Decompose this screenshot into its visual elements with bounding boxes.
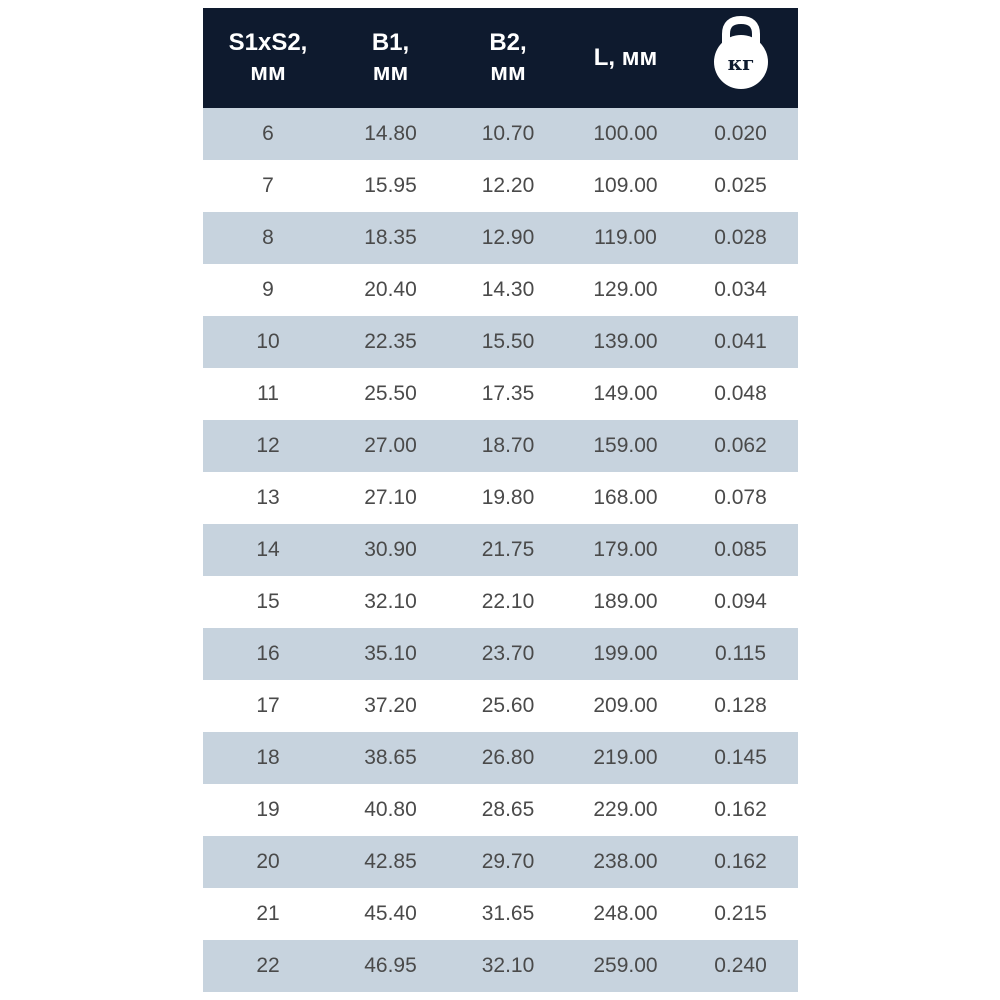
table-row [203,420,798,472]
table-row [203,680,798,732]
cell-b1: 15.95 [333,160,448,212]
cell-s1xs2: 8 [203,212,333,264]
cell-b1: 25.50 [333,368,448,420]
cell-l: 100.00 [568,108,683,160]
header-l-label: L, мм [593,44,658,71]
cell-b1: 20.40 [333,264,448,316]
cell-b2: 15.50 [448,316,568,368]
cell-l: 189.00 [568,576,683,628]
cell-l: 168.00 [568,472,683,524]
cell-weight: 0.145 [683,732,798,784]
table-row [203,836,798,888]
weight-unit-label: кг [727,51,754,75]
kettlebell-icon [710,16,772,92]
header-b1-unit: мм [372,59,409,86]
header-b2-unit: мм [490,59,526,86]
cell-b2: 18.70 [448,420,568,472]
cell-b2: 22.10 [448,576,568,628]
header-s1xs2-unit: мм [250,59,286,86]
cell-s1xs2: 15 [203,576,333,628]
cell-s1xs2: 13 [203,472,333,524]
cell-b2: 28.65 [448,784,568,836]
cell-weight: 0.115 [683,628,798,680]
cell-weight: 0.020 [683,108,798,160]
cell-b2: 17.35 [448,368,568,420]
cell-weight: 0.094 [683,576,798,628]
cell-l: 219.00 [568,732,683,784]
cell-b1: 45.40 [333,888,448,940]
cell-l: 149.00 [568,368,683,420]
cell-s1xs2: 6 [203,108,333,160]
table-row [203,160,798,212]
cell-weight: 0.085 [683,524,798,576]
cell-b1: 18.35 [333,212,448,264]
table-row [203,368,798,420]
cell-weight: 0.034 [683,264,798,316]
table-row [203,316,798,368]
header-b2 [448,8,568,108]
cell-l: 119.00 [568,212,683,264]
cell-weight: 0.162 [683,836,798,888]
cell-s1xs2: 9 [203,264,333,316]
cell-l: 238.00 [568,836,683,888]
cell-weight: 0.128 [683,680,798,732]
cell-s1xs2: 20 [203,836,333,888]
table-row [203,576,798,628]
cell-b2: 12.20 [448,160,568,212]
table-row [203,212,798,264]
table-row [203,628,798,680]
table-row [203,472,798,524]
cell-s1xs2: 16 [203,628,333,680]
cell-weight: 0.025 [683,160,798,212]
table-row [203,940,798,992]
cell-b1: 14.80 [333,108,448,160]
header-b1 [333,8,448,108]
cell-b1: 22.35 [333,316,448,368]
cell-b2: 10.70 [448,108,568,160]
header-b1-label: B1, [371,29,410,56]
cell-s1xs2: 17 [203,680,333,732]
header-s1xs2-label: S1xS2, [228,29,308,56]
cell-weight: 0.240 [683,940,798,992]
cell-l: 139.00 [568,316,683,368]
cell-weight: 0.028 [683,212,798,264]
table-row [203,264,798,316]
cell-b1: 38.65 [333,732,448,784]
cell-b1: 27.10 [333,472,448,524]
cell-b2: 19.80 [448,472,568,524]
cell-weight: 0.048 [683,368,798,420]
cell-b2: 25.60 [448,680,568,732]
cell-s1xs2: 12 [203,420,333,472]
cell-l: 209.00 [568,680,683,732]
cell-weight: 0.041 [683,316,798,368]
cell-s1xs2: 22 [203,940,333,992]
cell-b1: 40.80 [333,784,448,836]
header-row [203,8,798,108]
header-weight [683,8,798,108]
dimensions-table [203,8,798,992]
cell-b1: 32.10 [333,576,448,628]
cell-l: 259.00 [568,940,683,992]
cell-b1: 30.90 [333,524,448,576]
cell-weight: 0.215 [683,888,798,940]
table-body [203,108,798,992]
cell-s1xs2: 14 [203,524,333,576]
cell-b2: 23.70 [448,628,568,680]
cell-b2: 29.70 [448,836,568,888]
table-row [203,524,798,576]
header-s1xs2 [203,8,333,108]
cell-l: 248.00 [568,888,683,940]
cell-s1xs2: 18 [203,732,333,784]
cell-s1xs2: 10 [203,316,333,368]
cell-l: 129.00 [568,264,683,316]
cell-b1: 46.95 [333,940,448,992]
cell-s1xs2: 11 [203,368,333,420]
cell-l: 159.00 [568,420,683,472]
cell-l: 199.00 [568,628,683,680]
cell-weight: 0.162 [683,784,798,836]
cell-l: 179.00 [568,524,683,576]
header-l [568,8,683,108]
header-b2-label: B2, [489,29,527,56]
cell-b2: 32.10 [448,940,568,992]
cell-b2: 21.75 [448,524,568,576]
cell-l: 229.00 [568,784,683,836]
cell-b1: 35.10 [333,628,448,680]
cell-b2: 12.90 [448,212,568,264]
table-row [203,108,798,160]
table-row [203,732,798,784]
cell-b1: 42.85 [333,836,448,888]
cell-l: 109.00 [568,160,683,212]
cell-weight: 0.078 [683,472,798,524]
table-row [203,784,798,836]
table-row [203,888,798,940]
cell-s1xs2: 19 [203,784,333,836]
cell-b2: 14.30 [448,264,568,316]
cell-b1: 37.20 [333,680,448,732]
cell-b1: 27.00 [333,420,448,472]
cell-weight: 0.062 [683,420,798,472]
cell-b2: 31.65 [448,888,568,940]
cell-s1xs2: 21 [203,888,333,940]
cell-s1xs2: 7 [203,160,333,212]
cell-b2: 26.80 [448,732,568,784]
